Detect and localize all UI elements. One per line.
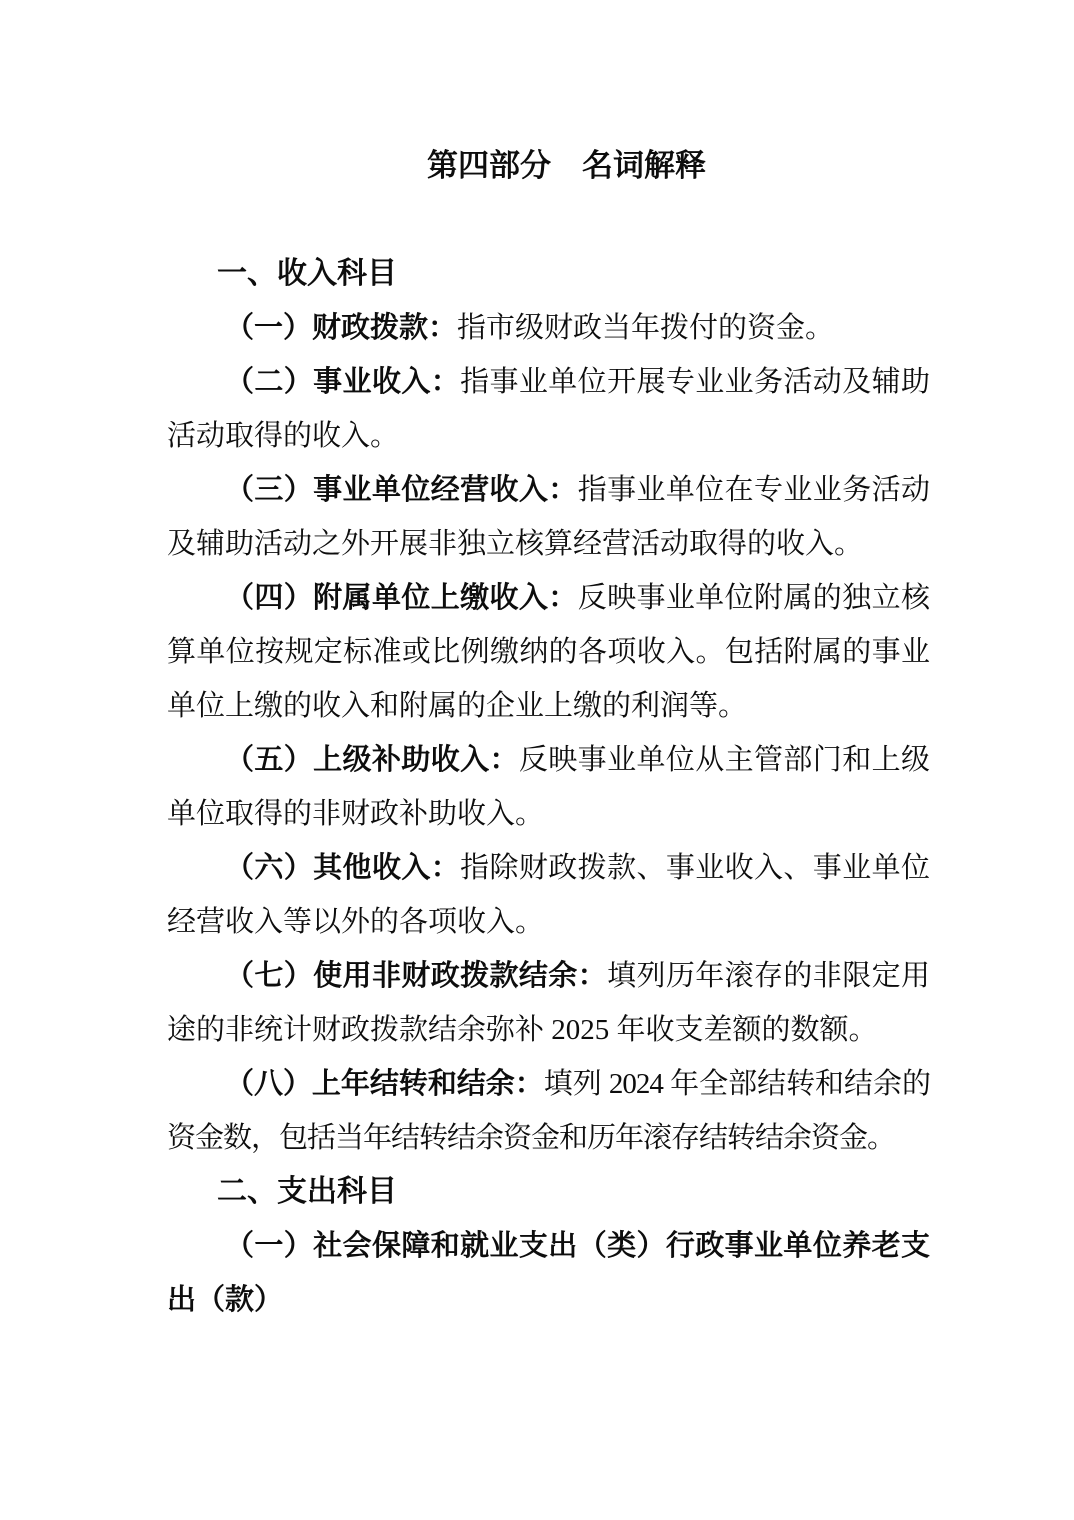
glossary-item-subsidiary-remitted-income	[167, 571, 930, 733]
section-heading-income: 一、收入科目	[217, 257, 397, 290]
glossary-definition: 填列历年滚存的非限定用途的非统计财政拨款结余弥补 2025 年收支差额的数额。	[167, 960, 930, 1046]
glossary-definition: 指除财政拨款、事业收入、事业单位经营收入等以外的各项收入。	[167, 852, 930, 938]
glossary-term: （三）事业单位经营收入：	[225, 474, 578, 506]
glossary-term: （一）社会保障和就业支出（类）行政事业单位养老支出（款）	[167, 1230, 930, 1316]
glossary-definition: 反映事业单位附属的独立核算单位按规定标准或比例缴纳的各项收入。包括附属的事业单位上缴的收入和附属的企业上缴的利润等。	[167, 582, 930, 722]
glossary-item-social-security-expense	[167, 1219, 930, 1327]
glossary-term: （八）上年结转和结余：	[225, 1068, 544, 1100]
glossary-term: （七）使用非财政拨款结余：	[225, 960, 608, 992]
glossary-item-fiscal-appropriation	[167, 301, 930, 355]
glossary-definition: 填列 2024 年全部结转和结余的资金数，包括当年结转结余资金和历年滚存结转结余资金。	[167, 1068, 930, 1154]
glossary-definition: 指事业单位在专业业务活动及辅助活动之外开展非独立核算经营活动取得的收入。	[167, 474, 930, 560]
glossary-term: （一）财政拨款：	[225, 312, 458, 344]
glossary-definition: 指事业单位开展专业业务活动及辅助活动取得的收入。	[167, 366, 930, 452]
glossary-term: （六）其他收入：	[225, 852, 461, 884]
glossary-term: （五）上级补助收入：	[225, 744, 519, 776]
glossary-item-carryover-balance	[167, 1057, 930, 1165]
glossary-item-nonfiscal-balance-use	[167, 949, 930, 1057]
glossary-definition: 指市级财政当年拨付的资金。	[457, 312, 835, 344]
glossary-item-superior-subsidy-income	[167, 733, 930, 841]
section-heading-expense: 二、支出科目	[217, 1175, 397, 1208]
glossary-definition: 反映事业单位从主管部门和上级单位取得的非财政补助收入。	[167, 744, 930, 830]
glossary-item-business-operating-income	[167, 463, 930, 571]
glossary-item-operating-income	[167, 355, 930, 463]
glossary-term: （四）附属单位上缴收入：	[225, 582, 578, 614]
page-title: 第四部分 名词解释	[427, 148, 706, 183]
glossary-item-other-income	[167, 841, 930, 949]
document-page	[167, 139, 930, 1327]
glossary-term: （二）事业收入：	[225, 366, 461, 398]
